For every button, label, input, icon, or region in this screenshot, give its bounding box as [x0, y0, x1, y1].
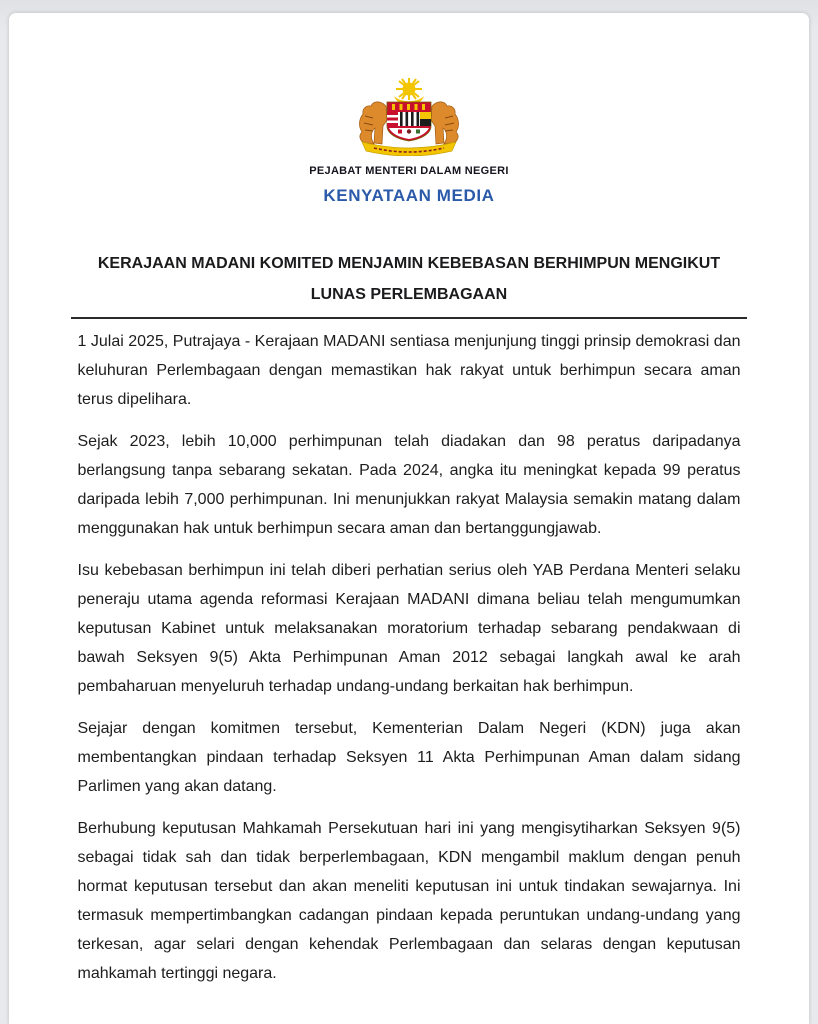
paragraph: Berhubung keputusan Mahkamah Persekutuan hari ini yang mengisytiharkan Seksyen 9(5) sebagai tidak sah dan tidak berperlembagaan, KDN mengambil maklum dengan penuh hormat keputusan tersebut dan akan meneliti keputusan ini untuk tindakan sewajarnya. Ini termasuk mempertimbangkan cadangan pindaan kepada peruntukan undang-undang yang terkesan, agar selari dengan kehendak Perlembagaan dan selaras dengan keputusan mahkamah tertinggi negara. [77, 820, 741, 982]
letterhead [9, 13, 809, 206]
tiger-right-icon [431, 102, 459, 144]
motto-ribbon [362, 142, 456, 156]
shield-icon [387, 102, 431, 141]
title-line-1: KERAJAAN MADANI KOMITED MENJAMIN KEBEBASAN BERHIMPUN MENGIKUT [97, 255, 721, 272]
press-release-title [9, 248, 809, 310]
press-release-document [9, 13, 809, 1024]
org-name: PEJABAT MENTERI DALAM NEGERI [309, 165, 509, 177]
star-center [403, 83, 416, 96]
coat-of-arms-graphic [340, 76, 478, 156]
body-paragraphs [78, 327, 741, 988]
title-line-2: LUNAS PERLEMBAGAAN [310, 286, 508, 303]
paragraph: 1 Julai 2025, Putrajaya - Kerajaan MADANI sentiasa menjunjung tinggi prinsip demokrasi dan keluhuran Perlembagaan dengan memastikan hak rakyat untuk berhimpun secara aman terus dipelihara. [77, 333, 741, 408]
tiger-left-icon [359, 102, 387, 144]
malaysia-coat-of-arms [340, 76, 478, 156]
title-divider [71, 317, 747, 319]
paragraph: Sejak 2023, lebih 10,000 perhimpunan telah diadakan dan 98 peratus daripadanya berlangsung tanpa sebarang sekatan. Pada 2024, angka itu meningkat kepada 99 peratus daripada lebih 7,000 perhimpunan. Ini menunjukkan rakyat Malaysia semakin matang dalam menggunakan hak untuk berhimpun secara aman dan bertanggungjawab. [77, 433, 741, 537]
paragraph: Sejajar dengan komitmen tersebut, Kementerian Dalam Negeri (KDN) juga akan membentangkan pindaan terhadap Seksyen 11 Akta Perhimpunan Aman dalam sidang Parlimen yang akan datang. [77, 720, 741, 795]
paragraph: Isu kebebasan berhimpun ini telah diberi perhatian serius oleh YAB Perdana Menteri selaku peneraju utama agenda reformasi Kerajaan MADANI dimana beliau telah mengumumkan keputusan Kabinet untuk melaksanakan moratorium terhadap sebarang pendakwaan di bawah Seksyen 9(5) Akta Perhimpunan Aman 2012 sebagai langkah awal ke arah pembaharuan menyeluruh terhadap undang-undang berkaitan hak berhimpun. [77, 562, 741, 695]
doc-type-label: KENYATAAN MEDIA [323, 186, 495, 205]
